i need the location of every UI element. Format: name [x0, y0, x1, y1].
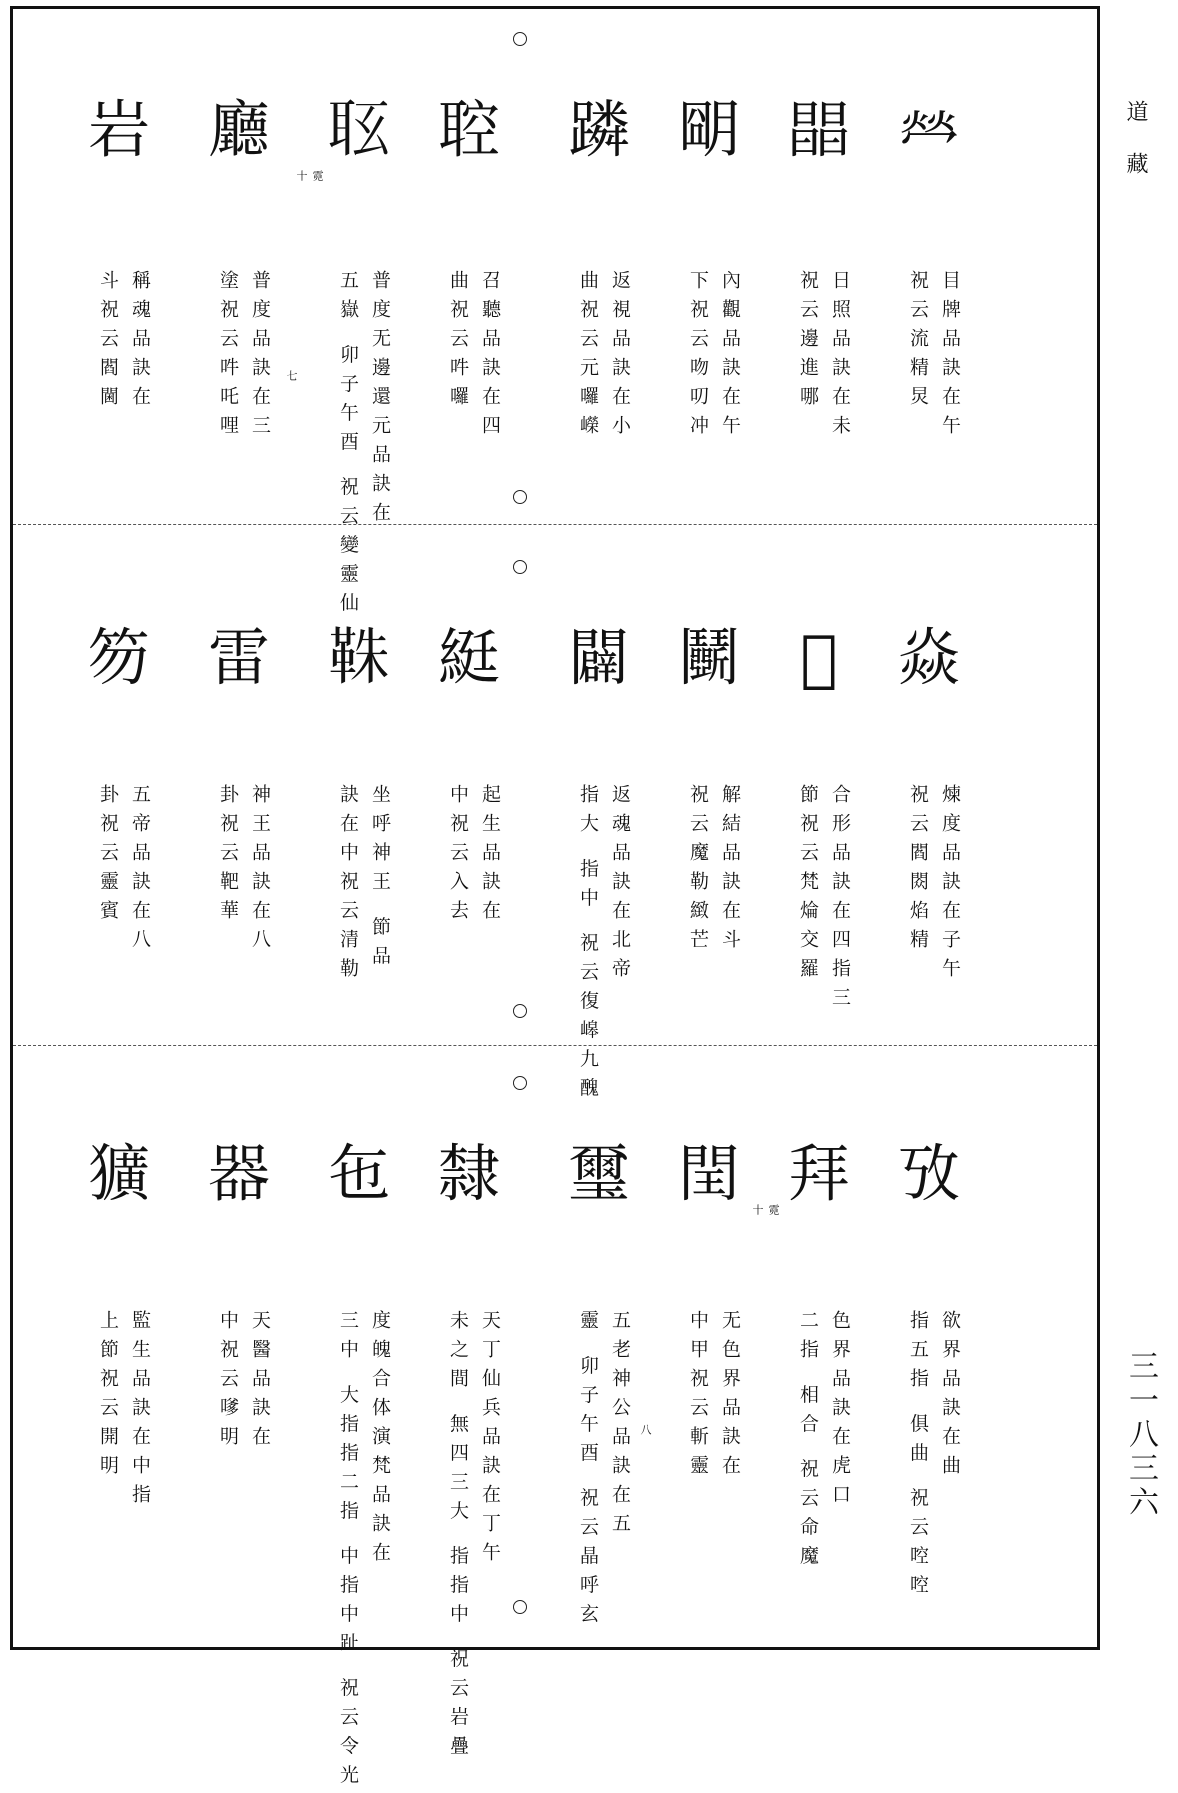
binding-mark [513, 560, 527, 574]
caption-line: 斗祝云閻閫 [97, 270, 119, 415]
caption [577, 1310, 631, 1632]
caption [797, 270, 851, 444]
caption [907, 270, 961, 444]
caption-line: 中甲祝云斬靈 [687, 1310, 709, 1484]
talisman-glyph: 蹸 [567, 93, 630, 166]
talisman-glyph: 璽 [567, 1137, 630, 1210]
caption-line: 色界品訣在虎口 [829, 1310, 851, 1513]
caption-line: 卦祝云靶華 [217, 784, 239, 929]
talisman-glyph: 𤇾 [897, 93, 960, 166]
caption-line: 中祝云嗲明 [217, 1310, 239, 1455]
talisman-panel-1 [13, 20, 1097, 622]
panel-divider [13, 524, 1097, 525]
caption-line: 目牌品訣在午 [939, 270, 961, 444]
caption-line: 五老神公品訣在五 [609, 1310, 631, 1542]
caption-line: 无色界品訣在 [719, 1310, 741, 1484]
talisman-glyph: 拜 [787, 1137, 850, 1210]
talisman-glyph: 笏 [87, 621, 150, 694]
caption-line: 曲祝云吽囉 [447, 270, 469, 415]
folio-note: 八 [639, 1424, 652, 1435]
caption-line: 煉度品訣在子午 [939, 784, 961, 987]
caption-line: 指大 指中 祝云復㟸九醜 [577, 784, 599, 1107]
caption-line: 訣在中祝云清勒 [337, 784, 359, 987]
caption [337, 1310, 391, 1793]
caption [797, 784, 851, 1016]
binding-mark [513, 1076, 527, 1090]
caption [577, 784, 631, 1106]
caption-line: 普度品訣在三 [249, 270, 271, 444]
caption-line: 度魄合体演梵品訣在 [369, 1310, 391, 1571]
caption [907, 784, 961, 987]
folio-note: 七 [285, 370, 298, 381]
caption-line: 節祝云梵㷍交羅 [797, 784, 819, 987]
caption [687, 270, 741, 444]
talisman-glyph: 聜 [437, 93, 500, 166]
caption [217, 784, 271, 958]
caption-line: 靈 卯子午酉 祝云晶呼玄 [577, 1310, 599, 1633]
caption [447, 784, 501, 929]
caption-line: 返視品訣在小 [609, 270, 631, 444]
caption-line: 祝云閻閦焰精 [907, 784, 929, 958]
caption-line: 神王品訣在八 [249, 784, 271, 958]
talisman-glyph: 𩴦 [800, 621, 838, 694]
caption-line: 召聽品訣在四 [479, 270, 501, 444]
caption-line: 合形品訣在四指三 [829, 784, 851, 1016]
binding-mark [513, 1600, 527, 1614]
caption [447, 270, 501, 444]
caption-line: 二指 相合 祝云命魔 [797, 1310, 819, 1575]
talisman-glyph: 雷 [207, 621, 270, 694]
caption-line: 稱魂品訣在 [129, 270, 151, 415]
caption-line: 未之間 無四三大 指指中 祝云岩疊 [447, 1310, 469, 1765]
caption-line: 天醫品訣在 [249, 1310, 271, 1455]
talisman-glyph: 鬭 [677, 621, 740, 694]
caption-line: 欲界品訣在曲 [939, 1310, 961, 1484]
caption-line: 起生品訣在 [479, 784, 501, 929]
caption [687, 1310, 741, 1484]
caption-line: 祝云邊進哪 [797, 270, 819, 415]
panel-divider [13, 1045, 1097, 1046]
talisman-glyph: 獷 [87, 1137, 150, 1210]
caption-line: 曲祝云元囉嶸 [577, 270, 599, 444]
glyph-note: 霓十 [751, 1204, 780, 1215]
caption-line: 內觀品訣在午 [719, 270, 741, 444]
caption [97, 270, 151, 415]
binding-mark [513, 490, 527, 504]
talisman-glyph: 器 [207, 1137, 270, 1210]
caption [217, 270, 271, 444]
caption [447, 1310, 501, 1764]
caption-line: 祝云魔勒緻芒 [687, 784, 709, 958]
binding-mark [513, 1004, 527, 1018]
talisman-glyph: 焱 [897, 621, 960, 694]
talisman-glyph: 閏 [677, 1137, 740, 1210]
caption-line: 三中 大指指二指 中指中趾 祝云令光 [337, 1310, 359, 1793]
talisman-glyph: 朙 [677, 93, 740, 166]
collection-label: 道藏 [1123, 100, 1148, 204]
talisman-glyph: 闢 [567, 621, 630, 694]
binding-mark [513, 32, 527, 46]
caption-line: 祝云流精炅 [907, 270, 929, 415]
talisman-glyph: 綎 [437, 621, 500, 694]
talisman-glyph: 岩 [87, 93, 150, 166]
caption [797, 1310, 851, 1574]
caption-line: 解結品訣在斗 [719, 784, 741, 958]
talisman-glyph: 𦕇 [327, 93, 390, 166]
caption-line: 監生品訣在中指 [129, 1310, 151, 1513]
caption-line: 返魂品訣在北帝 [609, 784, 631, 987]
glyph-note: 霓十 [295, 170, 324, 181]
caption-line: 中祝云入去 [447, 784, 469, 929]
caption-line: 坐呼神王 節品 [369, 784, 391, 975]
caption [907, 1310, 961, 1603]
talisman-glyph: 廳 [207, 93, 270, 166]
page-number: 三一八三六 [1123, 1350, 1158, 1520]
caption-line: 天丁仙兵品訣在丁午 [479, 1310, 501, 1571]
caption-line: 五嶽 卯子午酉 祝云變靈仙 [337, 270, 359, 622]
talisman-panel-3 [13, 1064, 1097, 1793]
caption-line: 日照品訣在未 [829, 270, 851, 444]
caption [577, 270, 631, 444]
caption-line: 指五指 俱曲 祝云啌啌 [907, 1310, 929, 1604]
caption-line: 上節祝云開明 [97, 1310, 119, 1484]
talisman-glyph: 㐌 [327, 1137, 390, 1210]
caption-line: 普度无邊還元品訣在 [369, 270, 391, 531]
caption-line: 卦祝云靈賓 [97, 784, 119, 929]
caption [217, 1310, 271, 1455]
caption-line: 塗祝云吽吒哩 [217, 270, 239, 444]
caption-line: 下祝云吻叨冲 [687, 270, 709, 444]
caption-line: 五帝品訣在八 [129, 784, 151, 958]
talisman-glyph: 𣊫 [787, 93, 850, 166]
talisman-panel-2 [13, 548, 1097, 1107]
caption [97, 1310, 151, 1513]
talisman-glyph: 攷 [897, 1137, 960, 1210]
caption [687, 784, 741, 958]
caption [337, 784, 391, 987]
talisman-glyph: 𩊣 [327, 621, 390, 694]
caption [97, 784, 151, 958]
talisman-glyph: 隸 [437, 1137, 500, 1210]
